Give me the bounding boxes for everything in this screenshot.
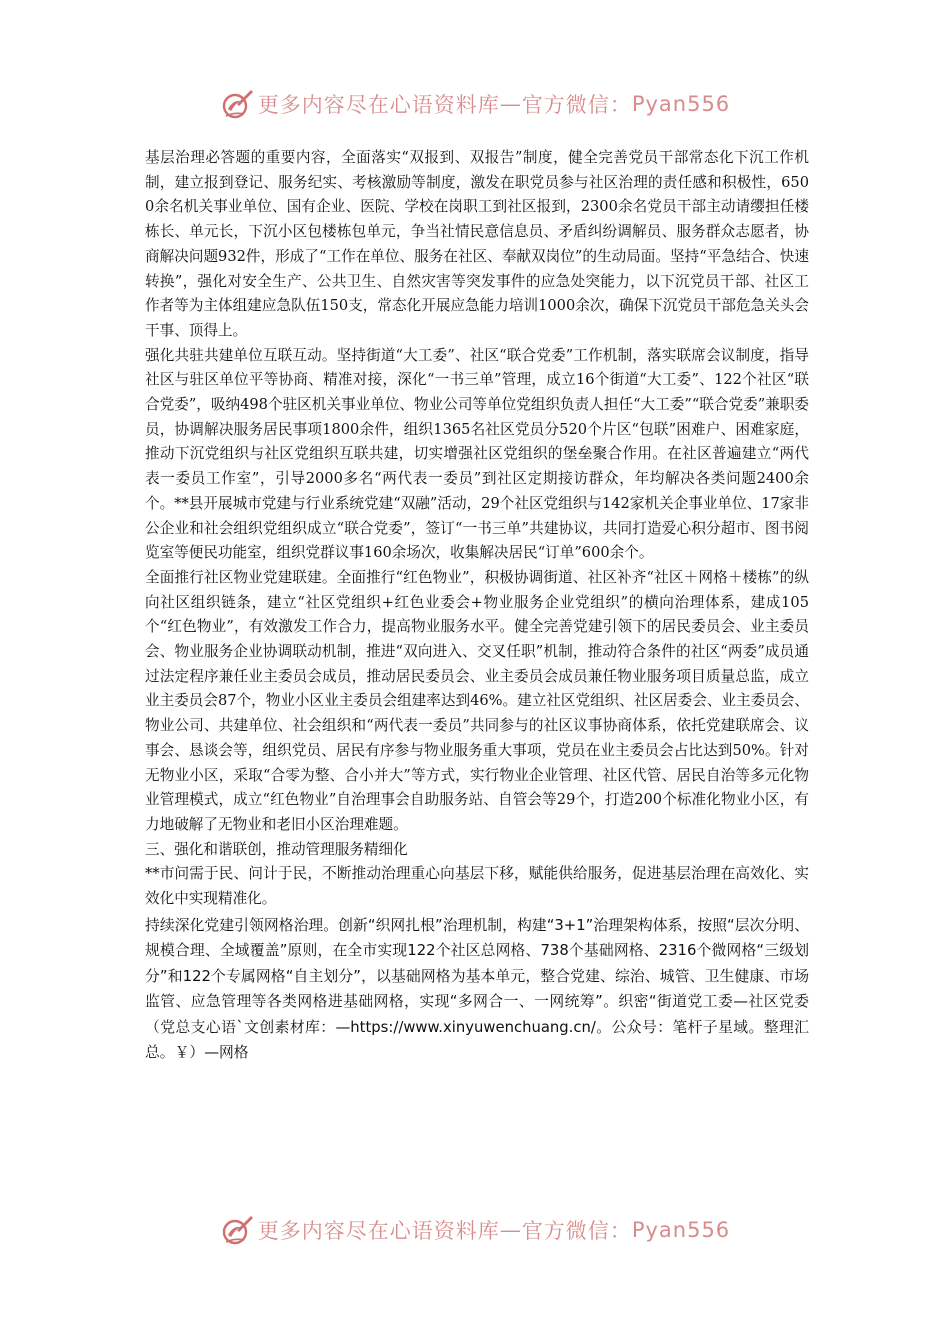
paragraph-section-intro: **市问需于民、问计于民，不断推动治理重心向基层下移，赋能供给服务，促进基层治理在高效化、实效化中实现精准化。 [145, 865, 809, 908]
pen-logo-icon [220, 1213, 254, 1247]
banner-separator: — [499, 1218, 522, 1242]
section-heading: 三、强化和谐联创，推动管理服务精细化 [145, 840, 408, 858]
paragraph-co-building: 强化共驻共建单位互联互动。坚持街道“大工委”、社区“联合党委”工作机制，落实联席会议制度，指导社区与驻区单位平等协商、精准对接，深化“一书三单”管理，成立16个街道“大工委”、122个社区“联合党委”，吸纳498个驻区机关事业单位、物业公司等单位党组织负责人担任“大工委”“联合党委”兼职委员，协调解决服务居民事项1800余件，组织1365名社区党员分520个片区“包联”困难户、困难家庭，推动下沉党组织与社区党组织互联共建，切实增强社区党组织的堡垒聚合作用。在社区普遍建立“两代表一委员工作室”，引导2000多名“两代表一委员”到社区定期接访群众，年均解决各类问题2400余个。**县开展城市党建与行业系统党建“双融”活动，29个社区党组织与142家机关企事业单位、17家非公企业和社会组织党组织成立“联合党委”，签订“一书三单”共建协议，共同打造爱心积分超市、图书阅览室等便民功能室，组织党群议事160余场次，收集解决居民“订单”600余个。 [145, 346, 809, 562]
banner-text: 更多内容尽在心语资料库 [257, 93, 500, 117]
banner-wechat-id: Pyan556 [631, 1218, 731, 1242]
paragraph-grid-governance: 持续深化党建引领网格治理。创新“织网扎根”治理机制，构建“3+1”治理架构体系，按照“层次分明、规模合理、全域覆盖”原则，在全市实现122个社区总网格、738个基础网格、2316个微网格“三级划分”和122个专属网格“自主划分”，以基础网格为基本单元，整合党建、综治、城管、卫生健康、市场监管、应急管理等各类网格进基础网格，实现“多网合一、一网统筹”。织密“街道党工委—社区党委（党总支心语`文创素材库：—https://www.xinyuwenchuang.cn/。公众号：笔杆子星域。整理汇总。￥）—网格 [145, 916, 809, 1062]
banner-separator: — [499, 92, 522, 116]
pen-logo-icon [220, 87, 254, 121]
banner-text: 更多内容尽在心语资料库 [257, 1219, 500, 1243]
banner-wechat-id: Pyan556 [631, 92, 731, 116]
banner-contact: 官方微信： [521, 93, 632, 117]
document-body [145, 146, 809, 1066]
paragraph-report-system: 基层治理必答题的重要内容，全面落实“双报到、双报告”制度，健全完善党员干部常态化下沉工作机制，建立报到登记、服务纪实、考核激励等制度，激发在职党员参与社区治理的责任感和积极性，6500余名机关事业单位、国有企业、医院、学校在岗职工到社区报到，2300余名党员干部主动请缨担任楼栋长、单元长，下沉小区包楼栋包单元，争当社情民意信息员、矛盾纠纷调解员、服务群众志愿者，协商解决问题932件，形成了“工作在单位、服务在社区、奉献双岗位”的生动局面。坚持“平急结合、快速转换”，强化对安全生产、公共卫生、自然灾害等突发事件的应急处突能力，以下沉党员干部、社区工作者等为主体组建应急队伍150支，常态化开展应急能力培训1000余次，确保下沉党员干部危急关头会干事、顶得上。 [145, 149, 809, 339]
footer-watermark-banner [0, 1208, 950, 1252]
banner-contact: 官方微信： [521, 1219, 632, 1243]
header-watermark-banner [0, 82, 950, 126]
paragraph-red-property: 全面推行社区物业党建联建。全面推行“红色物业”，积极协调街道、社区补齐“社区＋网格＋楼栋”的纵向社区组织链条，建立“社区党组织+红色业委会+物业服务企业党组织”的横向治理体系，建成105个“红色物业”，有效激发工作合力，提高物业服务水平。健全完善党建引领下的居民委员会、业主委员会、物业服务企业协调联动机制，推进“双向进入、交叉任职”机制，推动符合条件的社区“两委”成员通过法定程序兼任业主委员会成员，推动居民委员会、业主委员会成员兼任物业服务项目质量总监，成立业主委员会87个，物业小区业主委员会组建率达到46%。建立社区党组织、社区居委会、业主委员会、物业公司、共建单位、社会组织和“两代表一委员”共同参与的社区议事协商体系，依托党建联席会、议事会、恳谈会等，组织党员、居民有序参与物业服务重大事项，党员在业主委员会占比达到50%。针对无物业小区，采取“合零为整、合小并大”等方式，实行物业企业管理、社区代管、居民自治等多元化物业管理模式，成立“红色物业”自治理事会自助服务站、自管会等29个，打造200个标准化物业小区，有力地破解了无物业和老旧小区治理难题。 [145, 568, 809, 833]
